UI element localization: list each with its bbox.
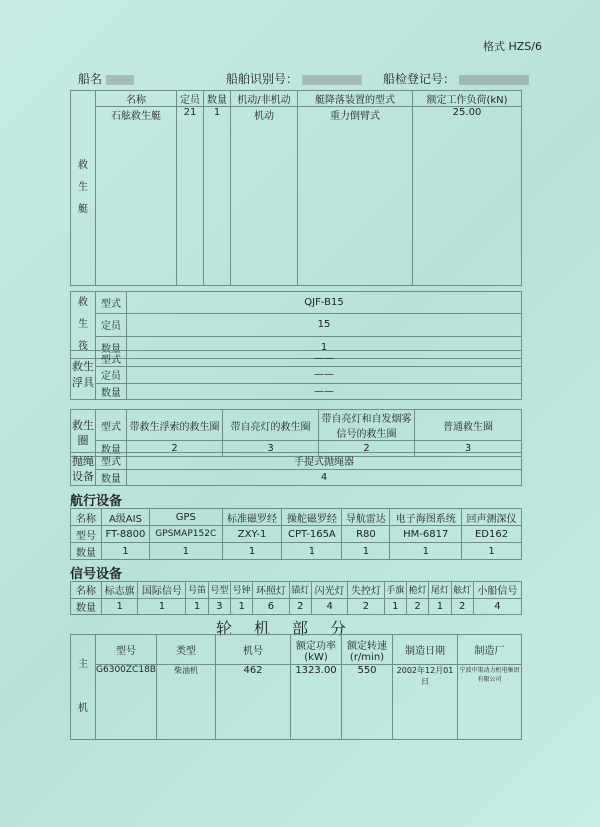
table-cell: ED162 — [462, 526, 522, 543]
table-cell: 宁波中策动力机电集团有限公司 — [458, 665, 522, 740]
table-cell: 号笛 — [186, 582, 208, 599]
table-cell: 标准磁罗经 — [222, 509, 282, 526]
table-cell: 462 — [216, 665, 291, 740]
row-label: 定员 — [96, 367, 127, 383]
table-cell: 环照灯 — [253, 582, 289, 599]
col-header: 额定转速(r/min) — [342, 635, 393, 665]
table-cell: 桅灯 — [406, 582, 428, 599]
table-cell: 1 — [186, 598, 208, 615]
table-cell: 2 — [319, 441, 415, 457]
row-label: 数量 — [96, 441, 127, 457]
table-cell: 尾灯 — [429, 582, 451, 599]
table-cell: 1 — [222, 543, 282, 560]
row-label: 型式 — [96, 453, 127, 470]
row-label: 数量 — [96, 469, 127, 486]
table-cell: 21 — [177, 107, 204, 286]
table-cell: 2 — [348, 598, 384, 615]
table-cell: 带自亮灯的救生圈 — [223, 410, 319, 441]
ship-id-label: 船舶识别号： — [226, 70, 362, 87]
table-cell: 号钟 — [231, 582, 253, 599]
ship-name-label: 船名 — [78, 70, 134, 87]
table-cell: 1 — [282, 543, 342, 560]
table-cell: 石舷救生艇 — [96, 107, 177, 286]
table-cell: 机动 — [231, 107, 298, 286]
table-cell: 1 — [138, 598, 186, 615]
table-cell: 15 — [127, 314, 522, 336]
table-cell: 电子海图系统 — [390, 509, 462, 526]
table-cell: 国际信号 — [138, 582, 186, 599]
col-header: 数量 — [204, 91, 231, 107]
row-label: 数量 — [96, 383, 127, 399]
table-cell: 2 — [406, 598, 428, 615]
table-cell: 550 — [342, 665, 393, 740]
table-cell: 2 — [451, 598, 473, 615]
engine-table — [70, 634, 522, 740]
table-cell: 3 — [208, 598, 230, 615]
table-cell: A级AIS — [102, 509, 150, 526]
table-cell: 1 — [127, 336, 522, 358]
redacted-block — [302, 75, 362, 85]
table-cell: —— — [127, 367, 522, 383]
col-header: 定员 — [177, 91, 204, 107]
table-cell: 锚灯 — [289, 582, 311, 599]
table-cell: 导航雷达 — [342, 509, 390, 526]
row-label: 型号 — [71, 526, 102, 543]
table-cell: 4 — [473, 598, 521, 615]
signal-table — [70, 581, 522, 615]
table-cell: ZXY-1 — [222, 526, 282, 543]
col-header: 额定工作负荷(kN) — [413, 91, 522, 107]
nav-section-title: 航行设备 — [70, 494, 123, 509]
table-cell: 柴油机 — [157, 665, 216, 740]
liferaft-section-label: 救 生 筏 — [71, 292, 96, 359]
row-label: 数量 — [71, 543, 102, 560]
table-cell: 2 — [289, 598, 311, 615]
nav-table — [70, 508, 522, 560]
table-cell: 1 — [462, 543, 522, 560]
table-cell: 3 — [223, 441, 319, 457]
table-cell: 1 — [429, 598, 451, 615]
table-cell: 操舵磁罗经 — [282, 509, 342, 526]
row-label: 名称 — [71, 509, 102, 526]
table-cell: R80 — [342, 526, 390, 543]
table-cell: 普通救生圈 — [415, 410, 522, 441]
table-cell: 25.00 — [413, 107, 522, 286]
table-cell: 2 — [127, 441, 223, 457]
col-header: 机动/非机动 — [231, 91, 298, 107]
inspection-reg-label: 船检登记号： — [383, 70, 529, 87]
table-cell: —— — [127, 351, 522, 367]
table-cell: GPSMAP152C — [149, 526, 222, 543]
buoyant-section-label: 救生 浮具 — [71, 351, 96, 400]
table-cell: 4 — [127, 469, 522, 486]
table-cell: 1 — [149, 543, 222, 560]
table-cell: FT-8800 — [102, 526, 150, 543]
table-cell: QJF-B15 — [127, 292, 522, 314]
table-cell: 1323.00 — [291, 665, 342, 740]
table-cell: 1 — [231, 598, 253, 615]
form-code: 格式 HZS/6 — [483, 40, 542, 53]
col-header: 机号 — [216, 635, 291, 665]
row-label: 型式 — [96, 410, 127, 441]
table-cell: 带自亮灯和自发烟雾信号的救生圈 — [319, 410, 415, 441]
col-header: 制造厂 — [458, 635, 522, 665]
lifebuoy-section-label: 救生 圈 — [71, 410, 96, 457]
row-label: 数量 — [71, 598, 102, 615]
col-header: 艇降落装置的型式 — [298, 91, 413, 107]
throwing-section-label: 抛绳 设备 — [71, 453, 96, 486]
row-label: 型式 — [96, 292, 127, 314]
redacted-block — [106, 75, 134, 85]
table-cell: CPT-165A — [282, 526, 342, 543]
table-cell: HM-6817 — [390, 526, 462, 543]
engine-section-label: 主 机 — [71, 635, 96, 740]
engine-section-title: 轮机部分 — [216, 619, 369, 638]
table-cell: 1 — [102, 543, 150, 560]
table-cell: 闪光灯 — [311, 582, 347, 599]
table-cell: 1 — [204, 107, 231, 286]
signal-section-title: 信号设备 — [70, 567, 123, 582]
lifeboat-section-label: 救 生 艇 — [71, 91, 96, 286]
table-cell: 1 — [390, 543, 462, 560]
table-cell: 小船信号 — [473, 582, 521, 599]
redacted-block — [459, 75, 529, 85]
table-cell: 2002年12月01日 — [393, 665, 458, 740]
throwing-table — [70, 452, 522, 486]
table-cell: 舷灯 — [451, 582, 473, 599]
table-cell: 1 — [384, 598, 406, 615]
col-header: 名称 — [96, 91, 177, 107]
table-cell: 回声测深仪 — [462, 509, 522, 526]
row-label: 名称 — [71, 582, 102, 599]
table-cell: 手旗 — [384, 582, 406, 599]
row-label: 数量 — [96, 336, 127, 358]
col-header: 型号 — [96, 635, 157, 665]
col-header: 额定功率(kW) — [291, 635, 342, 665]
table-cell: 失控灯 — [348, 582, 384, 599]
table-cell: 号型 — [208, 582, 230, 599]
col-header: 制造日期 — [393, 635, 458, 665]
lifebuoy-table — [70, 409, 522, 457]
table-cell: 4 — [311, 598, 347, 615]
table-cell: 重力倒臂式 — [298, 107, 413, 286]
col-header: 类型 — [157, 635, 216, 665]
liferaft-table — [70, 291, 522, 359]
table-cell: GPS — [149, 509, 222, 526]
table-cell: G6300ZC18B — [96, 665, 157, 740]
table-cell: 1 — [342, 543, 390, 560]
table-cell: 3 — [415, 441, 522, 457]
row-label: 定员 — [96, 314, 127, 336]
table-cell: 6 — [253, 598, 289, 615]
table-cell: 标志旗 — [102, 582, 138, 599]
table-cell: 带救生浮索的救生圈 — [127, 410, 223, 441]
table-cell: 1 — [102, 598, 138, 615]
lifeboat-table — [70, 90, 522, 286]
row-label: 型式 — [96, 351, 127, 367]
table-cell: —— — [127, 383, 522, 399]
buoyant-table — [70, 350, 522, 400]
table-cell: 手提式抛绳器 — [127, 453, 522, 470]
